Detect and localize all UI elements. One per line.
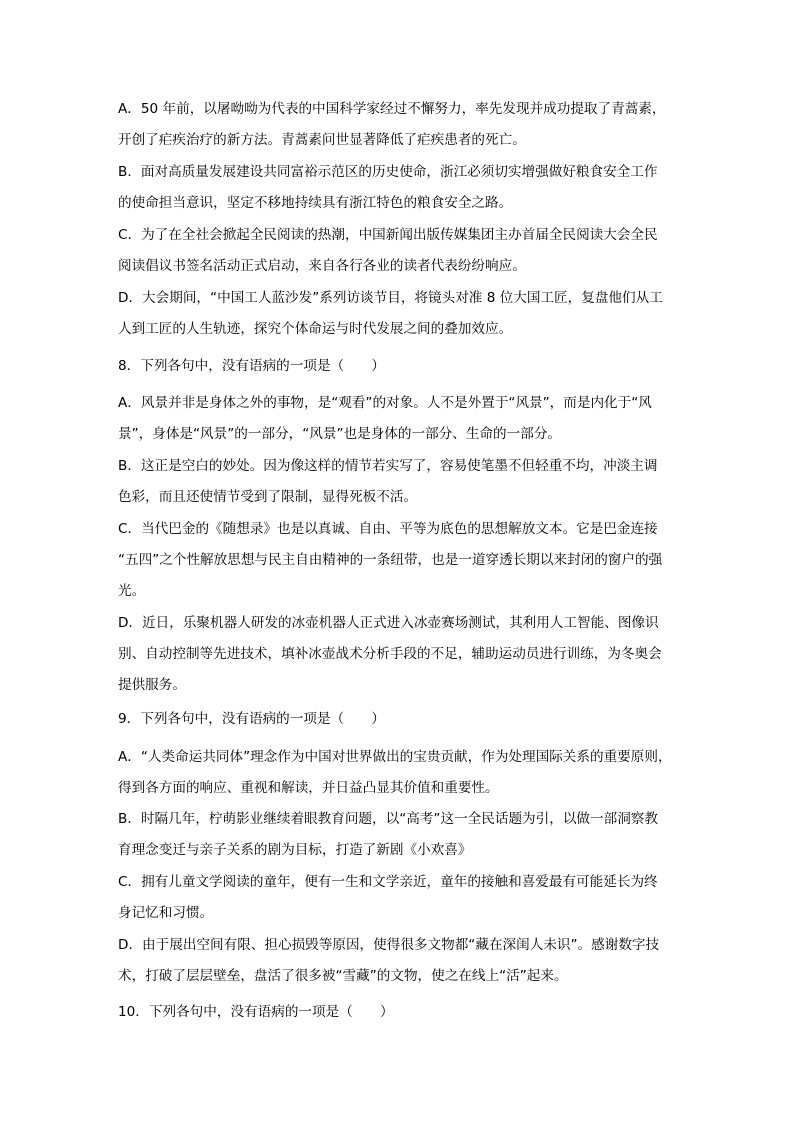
q8-b-line-1: B．这正是空白的妙处。因为像这样的情节若实写了，容易使笔墨不但轻重不均，冲淡主调 (118, 458, 658, 474)
q7-a-line-2: 开创了疟疾治疗的新方法。青蒿素问世显著降低了疟疾患者的死亡。 (118, 132, 526, 148)
q8-d-line-3: 提供服务。 (118, 677, 186, 693)
q8-d-line-1: D．近日，乐聚机器人研发的冰壶机器人正式进入冰壶赛场测试，其利用人工智能、图像识 (118, 615, 659, 631)
q8-c-line-3: 光。 (118, 583, 146, 599)
q7-a-line-1: A．50 年前，以屠呦呦为代表的中国科学家经过不懈努力，率先发现并成功提取了青蒿素， (118, 101, 666, 117)
q10-stem-text: 10．下列各句中，没有语病的一项是（ ） (118, 1004, 394, 1020)
q8-c-line-2: “五四”之个性解放思想与民主自由精神的一条纽带，也是一道穿透长期以来封闭的窗户的强 (118, 552, 663, 568)
q7-c-line-2: 阅读倡议书签名活动正式启动，来自各行各业的读者代表纷纷响应。 (118, 258, 526, 274)
q9-b-line-2: 育理念变迁与亲子关系的剧为目标，打造了新剧《小欢喜》 (118, 842, 472, 858)
q8-d-line-2: 别、自动控制等先进技术，填补冰壶战术分析手段的不足，辅助运动员进行训练，为冬奥会 (118, 646, 662, 662)
q8-c-line-1: C．当代巴金的《随想录》也是以真诚、自由、平等为底色的思想解放文本。它是巴金连接 (118, 521, 658, 537)
q7-b-line-1: B．面对高质量发展建设共同富裕示范区的历史使命，浙江必须切实增强做好粮食安全工作 (118, 164, 658, 180)
q8-stem-text: 8．下列各句中，没有语病的一项是（ ） (118, 358, 385, 374)
q7-c-line-1: C．为了在全社会掀起全民阅读的热潮，中国新闻出版传媒集团主办首届全民阅读大会全民 (118, 227, 658, 243)
q8-a-line-2: 景”，身体是“风景”的一部分，“风景”也是身体的一部分、生命的一部分。 (118, 426, 562, 442)
q9-c-line-2: 身记忆和习惯。 (118, 905, 214, 921)
q7-d-line-1: D．大会期间，“中国工人蓝沙发”系列访谈节目，将镜头对准 8 位大国工匠，复盘他们从工 (118, 290, 663, 306)
q9-b-line-1: B．时隔几年，柠萌影业继续着眼教育问题，以“高考”这一全民话题为引，以做一部洞察教 (118, 811, 658, 827)
q9-a-line-1: A．“人类命运共同体”理念作为中国对世界做出的宝贵贡献，作为处理国际关系的重要原则， (118, 749, 672, 765)
q8-b-line-2: 色彩，而且还使情节受到了限制，显得死板不活。 (118, 489, 418, 505)
q9-a-line-2: 得到各方面的响应、重视和解读，并日益凸显其价值和重要性。 (118, 780, 499, 796)
q9-stem-text: 9．下列各句中，没有语病的一项是（ ） (118, 711, 385, 727)
q7-d-line-2: 人到工匠的人生轨迹，探究个体命运与时代发展之间的叠加效应。 (118, 321, 513, 337)
q9-d-line-1: D．由于展出空间有限、担心损毁等原因，使得很多文物都“藏在深闺人未识”。感谢数字技 (118, 937, 660, 953)
q7-b-line-2: 的使命担当意识，坚定不移地持续具有浙江特色的粮食安全之路。 (118, 195, 513, 211)
q9-d-line-2: 术，打破了层层壁垒，盘活了很多被“雪藏”的文物，使之在线上“活”起来。 (118, 968, 568, 984)
q9-c-line-1: C．拥有儿童文学阅读的童年，便有一生和文学亲近，童年的接触和喜爱最有可能延长为终 (118, 874, 658, 890)
q8-a-line-1: A．风景并非是身体之外的事物，是“观看”的对象。人不是外置于“风景”，而是内化于“风 (118, 395, 652, 411)
